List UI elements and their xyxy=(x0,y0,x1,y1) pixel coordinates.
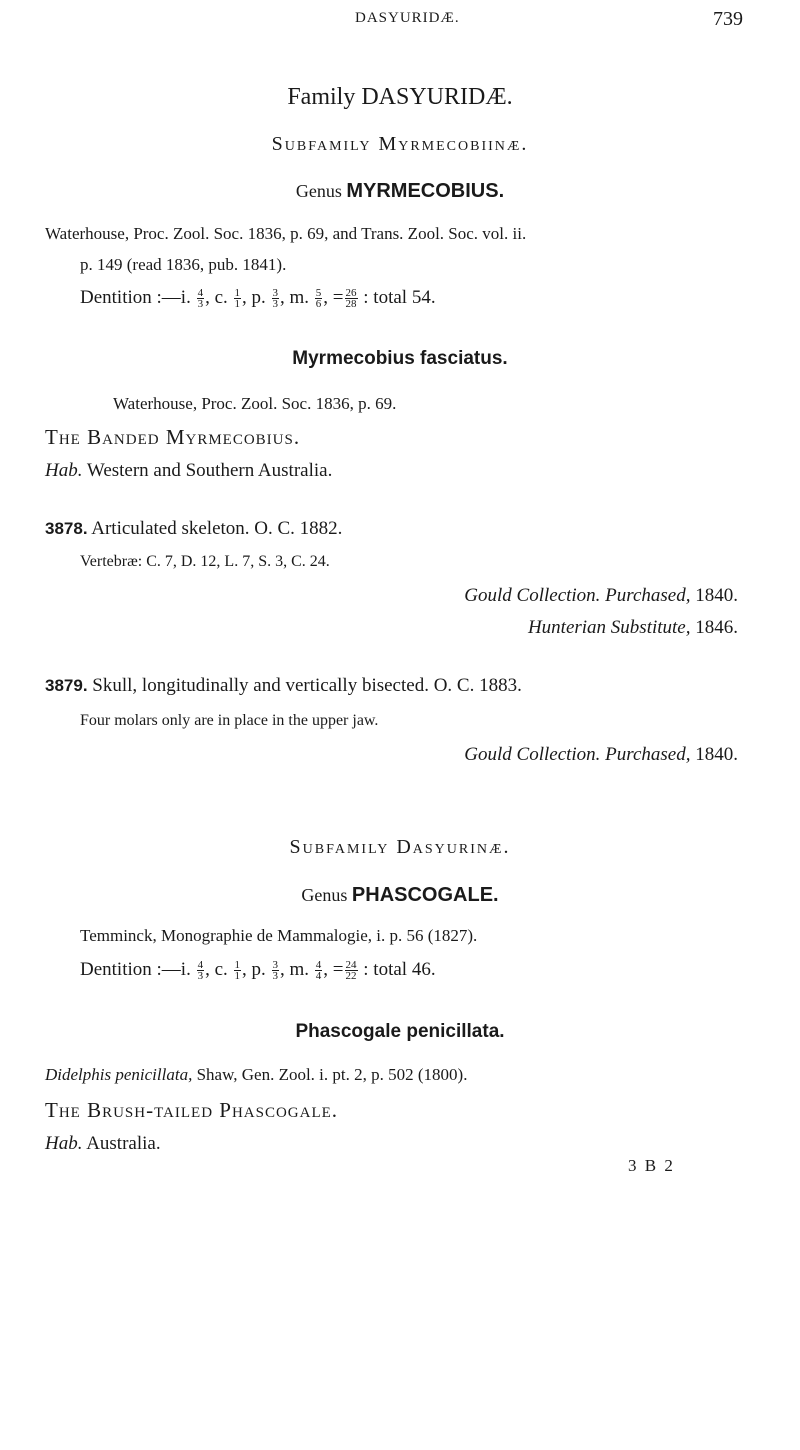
molar-fraction: $\frac{5}{6}$ xyxy=(315,287,322,311)
dentition-formula-1: Dentition :—i. $\frac{4}{3}$ , c. $\frac{1}{1}$ , p. $\frac{3}{3}$ , m. $\frac{5}{6}$ , = $\frac{26}{28}$ : total 54. xyxy=(80,287,436,311)
genus-heading-1 xyxy=(0,180,800,203)
species-reference-2 xyxy=(45,1065,467,1085)
specimen-number: 3878. xyxy=(45,519,88,538)
genus-name: PHASCOGALE. xyxy=(351,884,499,906)
specimen-source xyxy=(528,617,738,639)
common-name-1: The Banded Myrmecobius. xyxy=(45,425,301,449)
canine-fraction: $\frac{1}{1}$ xyxy=(234,959,241,983)
habitat-2 xyxy=(45,1133,161,1155)
species-name-2: Phascogale penicillata. xyxy=(295,1021,505,1042)
source-name: Gould Collection. Purchased, xyxy=(464,585,691,606)
specimen-source xyxy=(464,744,738,766)
habitat-label: Hab. xyxy=(45,460,83,481)
page-number: 739 xyxy=(713,8,743,30)
dentition-prefix: Dentition :—i. xyxy=(80,959,191,980)
canine-label: c. xyxy=(214,959,228,980)
specimen-description: Articulated skeleton. O. C. 1882. xyxy=(91,518,343,539)
dentition-total: : total 46. xyxy=(363,959,436,980)
habitat-text: Western and Southern Australia. xyxy=(86,460,333,481)
subfamily-heading-1: Subfamily Myrmecobiinæ. xyxy=(271,133,529,155)
source-name: Gould Collection. Purchased, xyxy=(464,744,691,765)
family-heading: Family DASYURIDÆ. xyxy=(287,84,513,110)
dentition-formula-2: Dentition :—i. $\frac{4}{3}$ , c. $\frac{1}{1}$ , p. $\frac{3}{3}$ , m. $\frac{4}{4}$ , = $\frac{24}{22}$ : total 46. xyxy=(80,959,436,983)
species-name-1: Myrmecobius fasciatus. xyxy=(292,348,508,369)
genus-reference-1b: p. 149 (read 1836, pub. 1841). xyxy=(80,255,287,274)
specimen-3878 xyxy=(45,518,342,540)
species-reference-1: Waterhouse, Proc. Zool. Soc. 1836, p. 69. xyxy=(113,394,397,413)
dentition-prefix: Dentition :—i. xyxy=(80,287,191,308)
species-synonym: Didelphis penicillata, xyxy=(45,1065,193,1084)
molar-label: m. xyxy=(289,959,310,980)
dentition-total: : total 54. xyxy=(363,287,436,308)
source-year: 1840. xyxy=(695,744,738,765)
habitat-text: Australia. xyxy=(86,1133,161,1154)
common-name-2: The Brush-tailed Phascogale. xyxy=(45,1098,339,1122)
molar-label: m. xyxy=(289,287,310,308)
incisor-fraction: $\frac{4}{3}$ xyxy=(197,287,204,311)
specimen-description: Skull, longitudinally and vertically bisected. O. C. 1883. xyxy=(92,675,522,696)
specimen-note: Vertebræ: C. 7, D. 12, L. 7, S. 3, C. 24. xyxy=(80,553,330,570)
genus-reference-1a: Waterhouse, Proc. Zool. Soc. 1836, p. 69, and Trans. Zool. Soc. vol. ii. xyxy=(45,224,527,243)
total-fraction: $\frac{24}{22}$ xyxy=(345,959,357,983)
canine-label: c. xyxy=(214,287,228,308)
species-reference-text: Shaw, Gen. Zool. i. pt. 2, p. 502 (1800). xyxy=(196,1065,468,1084)
premolar-label: p. xyxy=(251,287,266,308)
subfamily-heading-2: Subfamily Dasyurinæ. xyxy=(289,836,511,858)
source-year: 1840. xyxy=(695,585,738,606)
genus-name: MYRMECOBIUS. xyxy=(346,180,505,202)
signature-mark: 3 B 2 xyxy=(628,1156,675,1175)
source-name: Hunterian Substitute, xyxy=(527,617,691,638)
genus-heading-2 xyxy=(0,884,800,907)
total-fraction: $\frac{26}{28}$ xyxy=(345,287,357,311)
specimen-3879 xyxy=(45,675,522,697)
running-title: DASYURIDÆ. xyxy=(355,10,460,26)
canine-fraction: $\frac{1}{1}$ xyxy=(234,287,241,311)
specimen-source xyxy=(464,585,738,607)
habitat-label: Hab. xyxy=(45,1133,83,1154)
habitat-1 xyxy=(45,460,332,482)
specimen-number: 3879. xyxy=(45,676,88,695)
premolar-fraction: $\frac{3}{3}$ xyxy=(272,287,279,311)
premolar-fraction: $\frac{3}{3}$ xyxy=(272,959,279,983)
genus-label: Genus xyxy=(301,885,348,905)
specimen-note: Four molars only are in place in the upper jaw. xyxy=(80,712,379,729)
genus-label: Genus xyxy=(295,181,342,201)
incisor-fraction: $\frac{4}{3}$ xyxy=(197,959,204,983)
molar-fraction: $\frac{4}{4}$ xyxy=(315,959,322,983)
premolar-label: p. xyxy=(251,959,266,980)
source-year: 1846. xyxy=(695,617,738,638)
genus-reference-2: Temminck, Monographie de Mammalogie, i. p. 56 (1827). xyxy=(80,926,478,945)
